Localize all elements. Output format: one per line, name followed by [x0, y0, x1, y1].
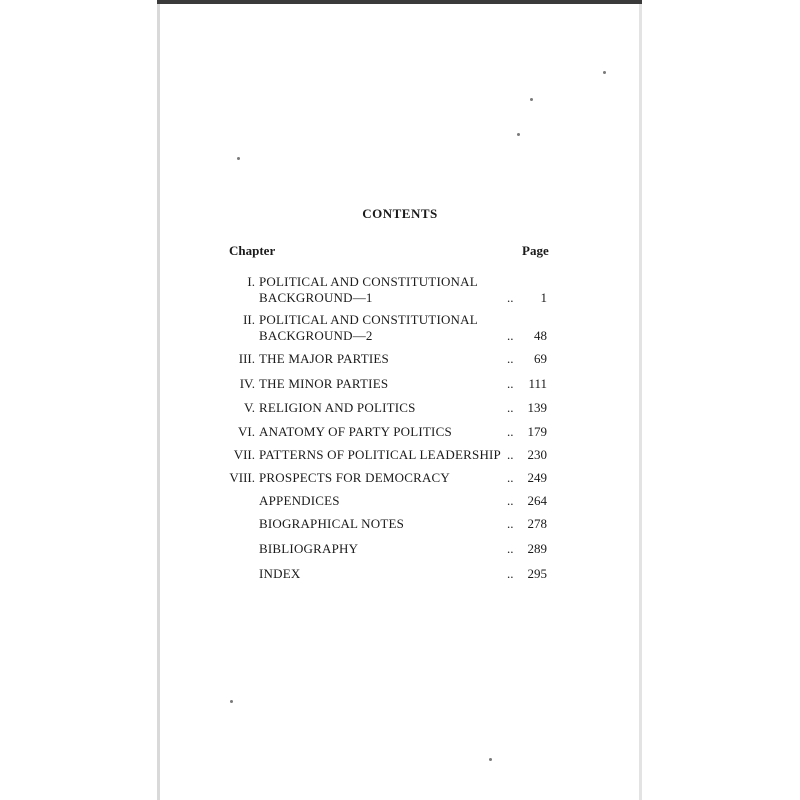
page-number: 139	[527, 400, 547, 415]
chapter-column-header: Chapter	[229, 243, 276, 258]
leader-dots: ..	[507, 470, 514, 485]
chapter-number: VIII.	[229, 470, 255, 485]
leader-dots: ..	[507, 541, 514, 556]
contents-title: CONTENTS	[362, 206, 438, 221]
leader-dots: ..	[507, 290, 514, 305]
page-number: 111	[528, 376, 547, 391]
chapter-title-line-2: BACKGROUND—2	[259, 328, 373, 343]
page-column-header: Page	[522, 243, 549, 258]
leader-dots: ..	[507, 566, 514, 581]
leader-dots: ..	[507, 493, 514, 508]
chapter-title: RELIGION AND POLITICS	[259, 400, 416, 415]
page-number: 264	[527, 493, 547, 508]
page-number: 278	[527, 516, 547, 531]
scan-speck	[230, 700, 233, 703]
chapter-number: VI.	[238, 424, 255, 439]
page-number: 69	[534, 351, 547, 366]
chapter-title-line-2: BACKGROUND—1	[259, 290, 373, 305]
toc-entry-5[interactable]	[0, 400, 800, 418]
toc-entry-3[interactable]	[0, 351, 800, 369]
scan-speck	[489, 758, 492, 761]
leader-dots: ..	[507, 424, 514, 439]
chapter-title: PATTERNS OF POLITICAL LEADERSHIP	[259, 447, 501, 462]
scan-speck	[237, 157, 240, 160]
leader-dots: ..	[507, 516, 514, 531]
toc-entry-6[interactable]	[0, 424, 800, 442]
leader-dots: ..	[507, 400, 514, 415]
leader-dots: ..	[507, 376, 514, 391]
chapter-number: VII.	[233, 447, 255, 462]
leader-dots: ..	[507, 447, 514, 462]
chapter-number: IV.	[239, 376, 255, 391]
toc-entry-appendices[interactable]	[0, 493, 800, 511]
scan-speck	[517, 133, 520, 136]
page-number: 48	[534, 328, 547, 343]
chapter-number: V.	[244, 400, 255, 415]
leader-dots: ..	[507, 328, 514, 343]
scan-speck	[530, 98, 533, 101]
toc-entry-7[interactable]	[0, 447, 800, 465]
page-number: 295	[527, 566, 547, 581]
toc-entry-4[interactable]	[0, 376, 800, 394]
toc-entry-8[interactable]	[0, 470, 800, 488]
section-title: BIOGRAPHICAL NOTES	[259, 516, 405, 531]
page-top-edge	[157, 0, 642, 4]
chapter-title: ANATOMY OF PARTY POLITICS	[259, 424, 452, 439]
chapter-number: II.	[243, 312, 255, 327]
section-title: BIBLIOGRAPHY	[259, 541, 359, 556]
toc-entry-index[interactable]	[0, 566, 800, 584]
page-number: 1	[540, 290, 547, 305]
scan-speck	[603, 71, 606, 74]
page-number: 230	[527, 447, 547, 462]
toc-entry-bibliography[interactable]	[0, 541, 800, 559]
page-number: 179	[527, 424, 547, 439]
toc-entry-1[interactable]	[0, 274, 800, 308]
chapter-title-line-1: POLITICAL AND CONSTITUTIONAL	[259, 312, 478, 327]
chapter-number: III.	[238, 351, 255, 366]
chapter-title: THE MINOR PARTIES	[259, 376, 389, 391]
page-number: 289	[527, 541, 547, 556]
leader-dots: ..	[507, 351, 514, 366]
chapter-number: I.	[247, 274, 255, 289]
toc-entry-biographical-notes[interactable]	[0, 516, 800, 534]
chapter-title-line-1: POLITICAL AND CONSTITUTIONAL	[259, 274, 478, 289]
toc-entry-2[interactable]	[0, 312, 800, 346]
page-number: 249	[527, 470, 547, 485]
section-title: INDEX	[259, 566, 301, 581]
section-title: APPENDICES	[259, 493, 340, 508]
chapter-title: THE MAJOR PARTIES	[259, 351, 389, 366]
chapter-title: PROSPECTS FOR DEMOCRACY	[259, 470, 450, 485]
